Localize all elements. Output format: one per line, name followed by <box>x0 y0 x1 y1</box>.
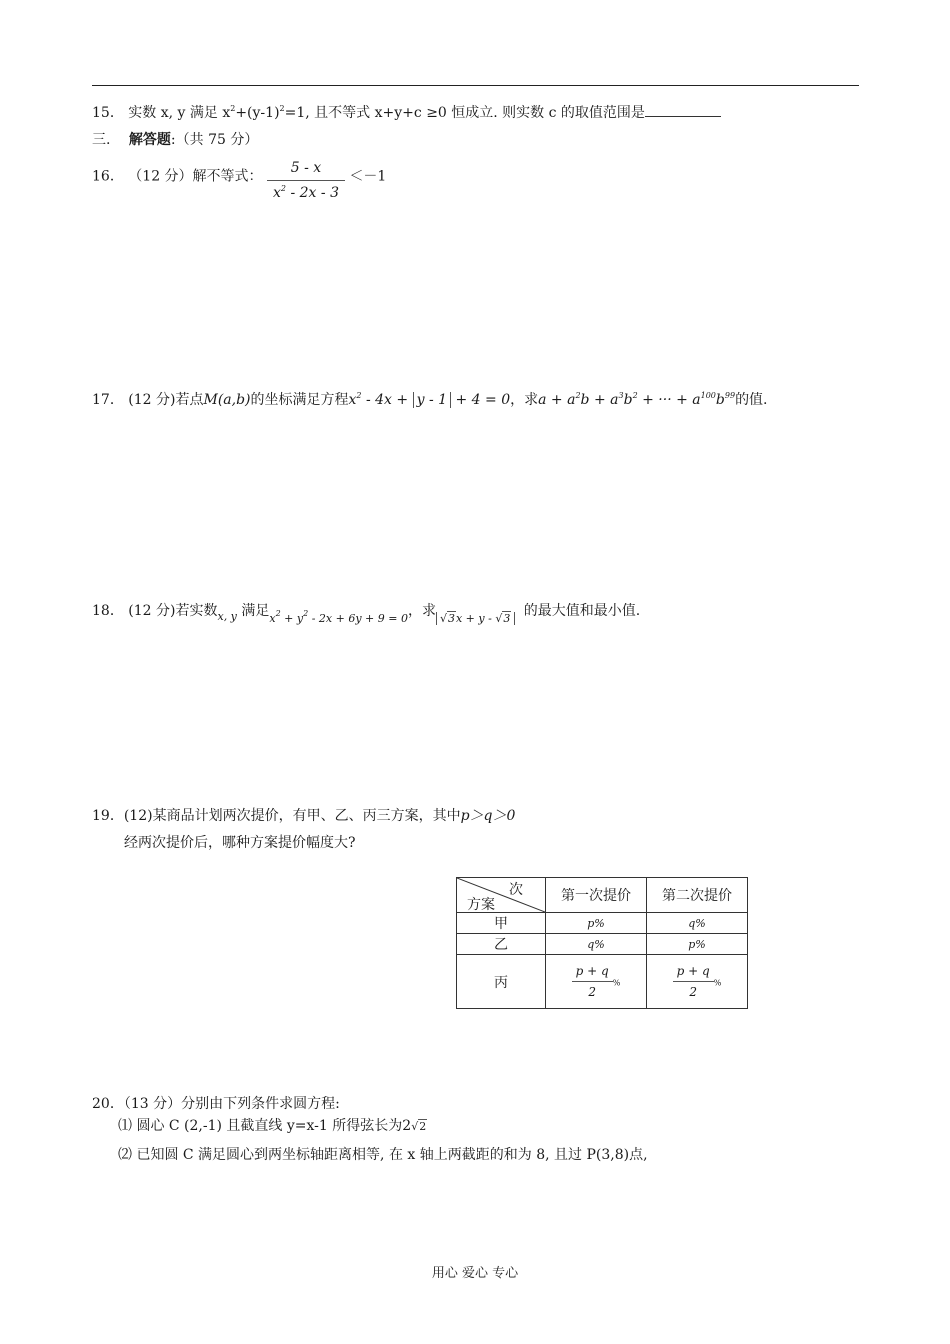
row-name: 丙 <box>457 955 546 1009</box>
page-footer: 用心 爱心 专心 <box>431 1266 519 1281</box>
question-20: 20．（13 分）分别由下列条件求圆方程: <box>92 1096 340 1112</box>
table-corner-cell <box>457 878 546 913</box>
cell-first: q% <box>546 934 647 955</box>
cell-first: p% <box>546 913 647 934</box>
question-18: 18． (12 分)若实数$_{x, y}$ 满足$_{x^2 + y^2 - 2x + 6y + 9 = 0}$，求 $_{√3x + y - √3}$ 的最大值和最小值. <box>92 603 641 625</box>
question-20-condition-1: ⑴ 圆心 C (2,-1) 且截直线 y=x-1 所得弦长为2√2 <box>118 1118 427 1134</box>
header-rule <box>92 85 859 86</box>
row-name: 乙 <box>457 934 546 955</box>
question-20-number: 20． <box>92 1096 124 1112</box>
question-15: 15． 实数 x, y 满足 $x^2+(y-1)^2=1$, 且不等式 x+y+c ≥0 恒成立. 则实数 c 的取值范围是 <box>92 102 721 122</box>
section-heading: 三. 解答题:（共 75 分） <box>92 132 259 148</box>
inequality-fraction: $\frac{5 - x}{x^2 - 2x - 3}$ <box>267 160 345 201</box>
cell-second: $\frac{p + q}{2}$ % <box>647 955 748 1009</box>
table-row <box>457 934 748 955</box>
cell-first: $\frac{p + q}{2}$ % <box>546 955 647 1009</box>
cell-second: p% <box>647 934 748 955</box>
absolute-value-expression: √3x + y - √3 <box>436 612 515 625</box>
question-17-number: 17． <box>92 392 124 408</box>
corner-label-top: 次 <box>509 882 523 898</box>
question-17: 17． (12 分)若点M(a,b)的坐标满足方程$x^2 - 4x + y - 1 + 4 = 0$，求$a + a^2b + a^3b^2$ + ··· + $a^{100}b^{99}$的值. <box>92 391 768 408</box>
table-row <box>457 955 748 1009</box>
answer-blank[interactable] <box>645 104 721 117</box>
question-15-number: 15． <box>92 105 124 121</box>
price-plan-table <box>456 877 748 1009</box>
section-title: 解答题 <box>128 132 171 148</box>
table-header-row <box>457 878 748 913</box>
question-19: 19．(12)某商品计划两次提价，有甲、乙、丙三方案，其中p＞q＞0 <box>92 808 516 824</box>
corner-label-bottom: 方案 <box>467 897 495 912</box>
question-19-number: 19． <box>92 808 124 824</box>
column-header-second: 第二次提价 <box>647 878 748 913</box>
column-header-first: 第一次提价 <box>546 878 647 913</box>
question-18-number: 18． <box>92 603 124 619</box>
table-row <box>457 913 748 934</box>
row-name: 甲 <box>457 913 546 934</box>
cell-second: q% <box>647 913 748 934</box>
question-20-condition-2: ⑵ 已知圆 C 满足圆心到两坐标轴距离相等, 在 x 轴上两截距的和为 8, 且过 P(3,8)点, <box>118 1147 648 1163</box>
question-16: 16． （12 分）解不等式： $\frac{5 - x}{x^2 - 2x - 3}$ ＜－1 <box>92 160 387 201</box>
question-16-number: 16． <box>92 168 124 185</box>
question-19-line2: 经两次提价后，哪种方案提价幅度大? <box>124 835 356 851</box>
